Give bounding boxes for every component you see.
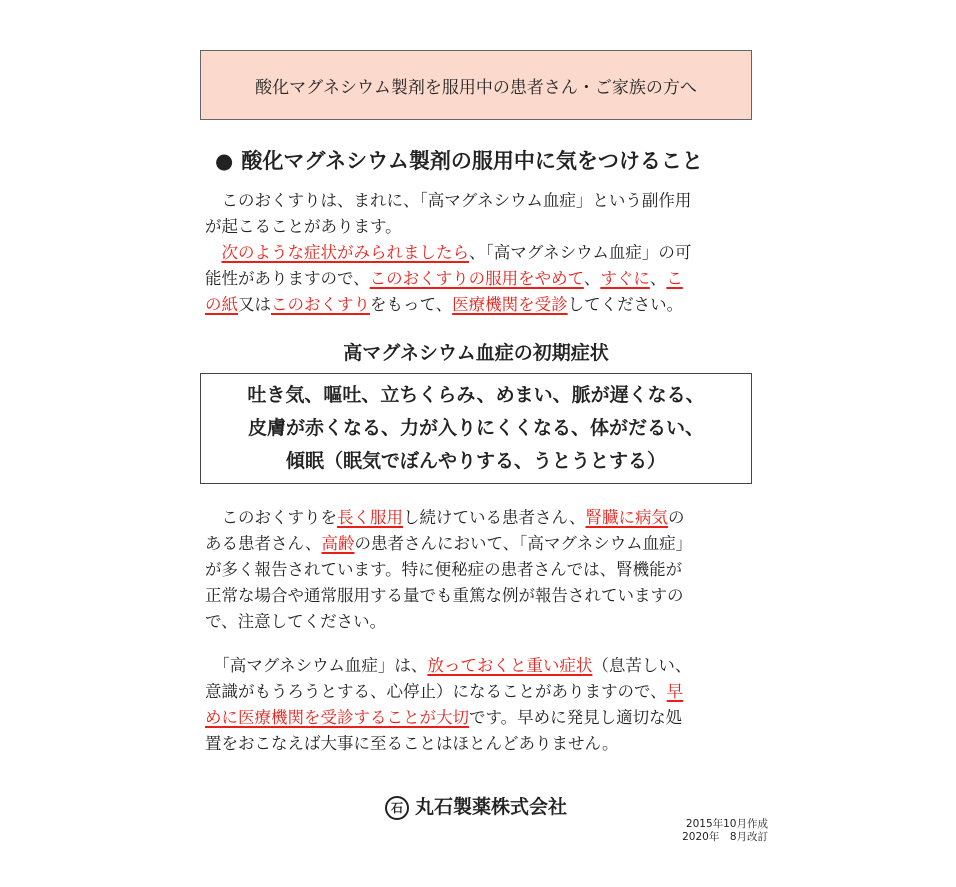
symptoms-box <box>200 373 752 484</box>
body-text: 、 <box>649 269 667 288</box>
risk-paragraph <box>205 505 750 635</box>
body-text: このおくすりを <box>205 508 337 527</box>
body-text: し続けている患者さん、 <box>403 508 586 527</box>
symptom-line: 傾眠（眠気でぼんやりする、うとうとする） <box>285 450 666 472</box>
body-text: 、 <box>583 269 601 288</box>
company-logo-icon: 石 <box>385 796 409 820</box>
emphasis-text: 医療機関を受診 <box>452 295 568 314</box>
body-text: このおくすりは、まれに、「高マグネシウム血症」という副作用 が起こることがあります。 <box>205 191 692 236</box>
header-title: 酸化マグネシウム製剤を服用中の患者さん・ご家族の方へ <box>255 77 697 98</box>
header-box <box>200 50 752 120</box>
warning-paragraph <box>205 653 750 757</box>
body-text: （息苦しい、 意識がもうろうとする、心停止）になることがありますので、 <box>205 656 692 701</box>
symptoms-heading: 高マグネシウム血症の初期症状 <box>343 342 609 364</box>
company-name-block <box>200 792 752 820</box>
emphasis-text: すぐに <box>600 269 650 288</box>
intro-paragraph <box>205 188 750 318</box>
emphasis-text: 高齢 <box>321 534 355 553</box>
emphasis-text: このおくすり <box>271 295 370 314</box>
symptom-line: 皮膚が赤くなる、力が入りにくくなる、体がだるい、 <box>247 417 704 439</box>
emphasis-text: 早 めに医療機関を受診することが大切 <box>205 682 684 727</box>
emphasis-text: こ の紙 <box>205 269 683 314</box>
emphasis-text: 腎臓に病気 <box>585 508 668 527</box>
section-title <box>215 145 755 175</box>
symptom-line: 吐き気、嘔吐、立ちくらみ、めまい、脈が遅くなる、 <box>247 384 705 406</box>
body-text: 「高マグネシウム血症」は、 <box>205 656 428 675</box>
date-revised: 2020年 8月改訂 <box>682 831 768 843</box>
date-created: 2015年10月作成 <box>685 818 768 830</box>
dates-block <box>600 818 768 844</box>
body-text: の ある患者さん、 <box>205 508 685 553</box>
body-text: の患者さんにおいて、「高マグネシウム血症」 が多く報告されています。特に便秘症の患者さんでは、腎機能が 正常な場合や通常服用する量でも重篤な例が報告されていますの で、注意してください。 <box>205 534 693 631</box>
section-title-text: 酸化マグネシウム製剤の服用中に気をつけること <box>241 149 703 173</box>
emphasis-text: このおくすりの服用をやめて <box>369 269 584 288</box>
emphasis-text: 長く服用 <box>337 508 403 527</box>
emphasis-text: 放っておくと重い症状 <box>427 656 593 675</box>
emphasis-text: 次のような症状がみられましたら <box>221 243 469 262</box>
body-text <box>205 243 222 262</box>
body-text: 、「高マグネシウム血症」の可 能性がありますので、 <box>205 243 692 288</box>
body-text: してください。 <box>567 295 684 314</box>
body-text: 又は <box>238 295 271 314</box>
bullet-icon: ● <box>215 149 234 173</box>
body-text: をもって、 <box>370 295 453 314</box>
body-text: です。早めに発見し適切な処 置をおこなえば大事に至ることはほとんどありません。 <box>205 708 683 753</box>
company-name: 丸石製薬株式会社 <box>414 796 567 818</box>
